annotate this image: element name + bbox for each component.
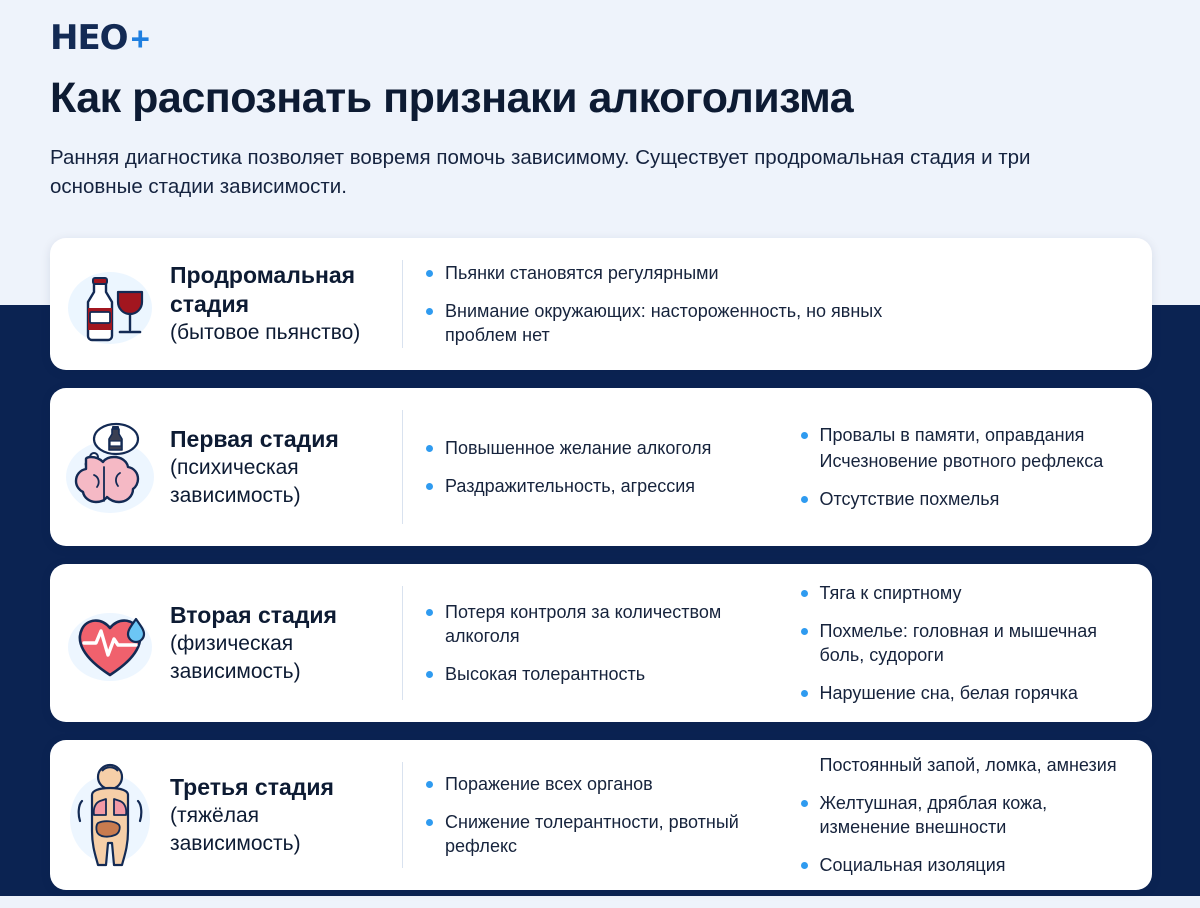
stage-label <box>170 238 402 370</box>
list-item: Похмелье: головная и мышечная боль, судороги <box>800 619 1139 667</box>
brain-with-thought-bubble-icon <box>50 388 170 546</box>
bullet-list <box>800 753 1139 877</box>
wine-bottle-and-glass-icon <box>50 238 170 370</box>
stage-title: Продромальная стадия <box>170 262 356 317</box>
list-item: Провалы в памяти, оправдания <box>800 423 1139 447</box>
stage-card <box>50 740 1152 890</box>
bullet-list <box>800 423 1139 511</box>
list-item: Тяга к спиртному <box>800 581 1139 605</box>
page-title: Как распознать признаки алкоголизма <box>50 74 854 122</box>
stage-title: Первая стадия <box>170 425 339 452</box>
stage-bullet-column <box>403 238 902 370</box>
list-item: Социальная изоляция <box>800 853 1139 877</box>
list-item: Пьянки становятся регулярными <box>425 261 888 285</box>
stage-subtitle: (бытовое пьянство) <box>170 321 361 344</box>
brand-logo <box>50 18 150 58</box>
stage-bullet-column <box>403 388 778 546</box>
stage-label <box>170 564 402 722</box>
list-item: Повышенное желание алкоголя <box>425 436 764 460</box>
stage-card <box>50 564 1152 722</box>
list-item: Раздражительность, агрессия <box>425 474 764 498</box>
stage-title: Третья стадия <box>170 773 334 800</box>
stage-bullet-column <box>778 564 1153 722</box>
stage-subtitle: (психическая зависимость) <box>170 455 301 507</box>
stage-title: Вторая стадия <box>170 601 337 628</box>
bullet-list <box>425 436 764 498</box>
list-item: Внимание окружающих: настороженность, но явных проблем нет <box>425 299 888 347</box>
stage-bullet-column <box>403 564 778 722</box>
list-item: Нарушение сна, белая горячка <box>800 681 1139 705</box>
stage-card <box>50 388 1152 546</box>
stage-subtitle: (физическая зависимость) <box>170 631 301 683</box>
list-item: Потеря контроля за количеством алкоголя <box>425 600 764 648</box>
list-item: Постоянный запой, ломка, амнезия <box>819 755 1117 775</box>
stage-label <box>170 388 402 546</box>
stage-card-list <box>50 238 1152 908</box>
page-subtitle: Ранняя диагностика позволяет вовремя помочь зависимому. Существует продромальная стадия и три основные стадии зависимости. <box>50 146 1031 198</box>
brand-name: HEO <box>50 18 128 58</box>
bullet-list <box>425 261 888 347</box>
bullet-list <box>800 581 1139 705</box>
stage-label <box>170 740 402 890</box>
list-item: Поражение всех органов <box>425 772 764 796</box>
list-item: Снижение толерантности, рвотный рефлекс <box>425 810 764 858</box>
list-item: Высокая толерантность <box>425 662 764 686</box>
stage-bullet-column <box>778 388 1153 546</box>
stage-bullet-column <box>403 740 778 890</box>
list-item: Исчезновение рвотного рефлекса <box>819 451 1104 471</box>
stage-card <box>50 238 1152 370</box>
bullet-list <box>425 600 764 686</box>
list-item: Отсутствие похмелья <box>800 487 1139 511</box>
stage-subtitle: (тяжёлая зависимость) <box>170 803 301 855</box>
bullet-list <box>425 772 764 858</box>
stage-bullet-column <box>778 740 1153 890</box>
list-item: Желтушная, дряблая кожа, изменение внешности <box>800 791 1139 839</box>
brand-plus-icon: + <box>130 19 150 57</box>
heart-with-pulse-icon <box>50 564 170 722</box>
human-body-organs-icon <box>50 740 170 890</box>
